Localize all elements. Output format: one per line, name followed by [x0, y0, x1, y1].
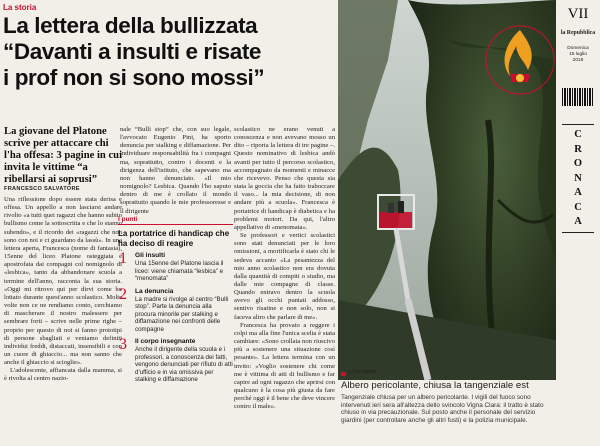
byline: FRANCESCO SALVATORE [4, 186, 80, 192]
kicker: La storia [3, 3, 37, 12]
headline-line-2: “Davanti a insulti e risate [3, 39, 262, 64]
key-points-title: I punti [118, 216, 233, 225]
photo-illustration [338, 0, 556, 380]
key-point-title: Gli insulti [135, 252, 166, 259]
issue-date-text: 15 luglio [569, 52, 587, 57]
section-rule-bottom [562, 232, 594, 233]
article-paragraph: L'adolescente, affiancata dalla mamma, si è rivolta al centro nazio- [4, 367, 122, 383]
article-paragraph: nale “Bulli stop” che, con suo legale, l'avvocato Eugenio Pini, ha sporto denuncia per stalking e diffamazione. Per individuare responsabilità fra i compagni ma, soprattutto, contro i docenti e la dirigenza dell'istituto, che sapevano ma non hanno denunciato. «Il mio nomignolo? Lesbica. Quando l'ho saputo dentro di me è crollato il mondo soprattutto quando le mie professoresse e il dirigente [120, 126, 231, 215]
article-column-3 [234, 126, 335, 438]
headline-line-3: i prof non si sono mossi” [3, 65, 265, 90]
photo-tag-marker [341, 372, 346, 376]
key-point-text: Una 15enne del Platone lascia il liceo: viene chiamata “lesbica” e “menomata” [135, 260, 224, 282]
article-paragraph: Se professori e vertici scolastici sono stati denunciati per le loro omissioni, a mortificarla è stato chi le sedeva accanto «La pesantezza del mio anno scolastico non era dovuta dalla quantità di compiti o studio, ma dalle mie compagne di classe. Quando entravo dentro la scuola avevo gli occhi puntati addosso, sentivo risatine e non solo, non si faceva altro che parlare di me». [234, 232, 335, 321]
section-letter: O [573, 158, 583, 169]
key-point-item [118, 338, 233, 384]
photo-tag: L'immagine [349, 369, 377, 375]
section-letter: C [574, 129, 582, 140]
key-point-title: La denuncia [135, 287, 174, 295]
article-paragraph: Una riflessione dopo essere stata derisa e offesa. Un appello a non lasciarsi andare rivolto «a tutti quei ragazzi che hanno subito bullismo come la sottoscritta e che lo stanno subendo», e il ricordo dei «ragazzi che non sono con noi e ci guardano da lassù». In una lettera aperta, Francesca (nome di fantasia), 15enne del liceo Platone osteggiata e apostrofata dai compagni col nomignolo di «lesbica», tanto da abbandonare scuola a termine dell'anno, racconta la sua storia. «Oggi mi ritrovo qui per dirvi come ho lottato durante quest'anno scolastico. Molte volte non ce ne rendiamo conto, cerchiamo di mascherare il nostro malessere per sembrare forti – scrive nelle prime righe – proprio per questo di noi si fanno prototipi di persone sbagliati e veniamo definiti individui freddi, distaccati, insensibili e con un cuore di ghiaccio... ma non sanno che anche il ghiaccio si scioglie». [4, 196, 122, 367]
photo-caption-text: Tangenziale chiusa per un albero pericolante. I vigili del fuoco sono intervenuti ieri sera all'altezza dello svincolo Vigna Clara: il tratto è stato chiuso in via precauzionale. Sul posto anche il personale del servizio giardini (per controllare anche gli altri fusti) e la polizia municipale. [341, 394, 544, 424]
article-column-1 [4, 196, 122, 440]
key-point-title: Il corpo insegnante [135, 338, 196, 345]
key-point-text: La madre si rivolge al centro “Bulli stop”. Parte la denuncia alla procura minorile per stalking e diffamazione nei confronti delle compagne [135, 295, 229, 333]
photo-caption-title: Albero pericolante, chiusa la tangenziale est [341, 380, 529, 391]
key-point-text: Anche il dirigente della scuola e i professori, a conoscenza dei fatti, vengono denunciati per rifiuto di atti d'ufficio e in via omissiva per stalking e diffamazione [135, 346, 233, 383]
news-photo [338, 0, 556, 380]
headline-line-1: La lettera della bullizzata [3, 13, 258, 38]
issue-year: 2018 [572, 58, 584, 63]
issue-date [556, 46, 600, 64]
key-point-number: 1 [119, 250, 127, 267]
section-rule-top [562, 124, 594, 125]
key-point-item [118, 252, 233, 283]
newspaper-name: la Repubblica [560, 30, 596, 36]
article-paragraph: Francesca ha provato a reggere i colpi ma alla fine l'unica scelta è stata cambiare: «Sono crollata non riuscivo più a sostenere una situazione così pesante». La lettera termina con un invito: «Voglio sostenere chi come me è vittima di atti di bullismo e far capire ad ogni ragazzo che aprirsi con qualcuno è la cosa più giusta da fare perché oggi è il bene che deve vincere contro il male». [234, 321, 335, 411]
section-letter: N [574, 172, 582, 184]
section-letter: R [574, 143, 582, 155]
page-number: VII [567, 6, 589, 22]
section-letter: A [574, 216, 582, 227]
article-column-2 [120, 126, 231, 216]
section-name [556, 128, 600, 230]
barcode [562, 88, 594, 106]
key-point-number: 2 [119, 285, 127, 303]
section-letter: A [574, 187, 582, 198]
key-points-lead: La portatrice di handicap che ha deciso di reagire [118, 229, 230, 248]
article-paragraph: scolastico ne erano venuti a conoscenza e non avevano mosso un dito – riporta la lettera di tre pagine –. Questo nominativo di lesbica andò avanti per tutto il percorso scolastico, accompagnato da momenti e minacce che ricevevo. Penso che questa sia stata la goccia che ha fatto traboccare il vaso... la mia decisione, di non andare più a scuola». Francesca è portatrice di handicap è diabetica e ha problemi motori. Da qui, l'altro appellativo di «menomata». [234, 126, 335, 231]
issue-day: Domenica [567, 46, 589, 51]
section-letter: C [574, 201, 582, 213]
headline [3, 13, 333, 91]
key-points-box [118, 216, 233, 444]
key-point-number: 3 [119, 336, 127, 353]
key-point-item [118, 285, 233, 334]
subhead: La giovane del Platone scrive per attaccare chi l'ha offesa: 3 pagine in cui invita le vittime “a ribellarsi ai soprusi” [4, 126, 123, 185]
